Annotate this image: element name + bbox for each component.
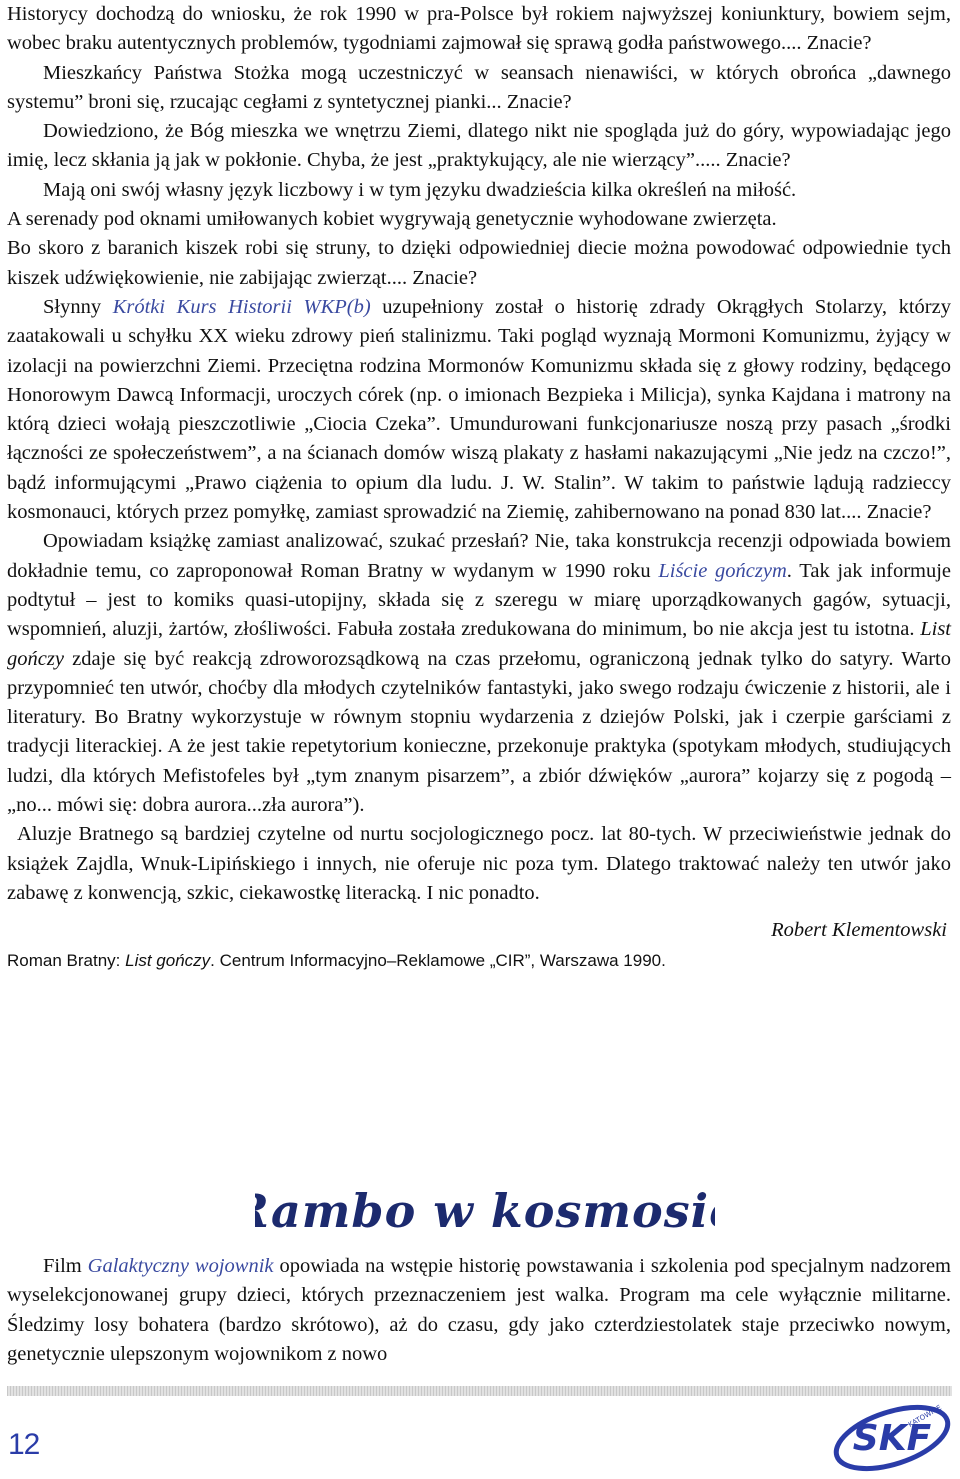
text-run: . Tak jak informuje podtytuł – jest to komiks quasi-utopijny, składa się z szeregu w miarę uporządkowanych gagów, sytuacji, wspomnień, aluzji, żartów, złośliwości. Fabuła została zredukowana do minimum, bo nie akcja jest tu istotna. — [7, 559, 952, 641]
paragraph — [7, 527, 951, 820]
paragraph: Mają oni swój własny język liczbowy i w tym języku dwadzieścia kilka określeń na miłość. — [43, 178, 797, 201]
text-run: Opowiadam książkę zamiast analizować, szukać przesłań? Nie, taka konstrukcja recenzji odpowiada bowiem dokładnie temu, co zaproponował Roman Bratny w wydanym w 1990 roku — [7, 530, 951, 582]
text-run: opowiada na wstępie historię powstawania i szkolenia pod specjalnym nadzorem wyselekcjonowanej grupy dzieci, których przeznaczeniem jest walka. Program ma cele wyłącznie militarne. Śledzimy losy bohatera (bardzo skrótowo), aż do czasu, gdy jako czterdziestolatek staje przeciwko nowym, genetycznie ulepszonym wojownikom z nowo — [7, 1255, 951, 1365]
text-run: . Centrum Informacyjno–Reklamowe „CIR”, Warszawa 1990. — [210, 950, 666, 970]
paragraph: Mieszkańcy Państwa Stożka mogą uczestniczyć w seansach nienawiści, w których obrońca „dawnego systemu” broni się, rzucając cegłami z syntetycznej pianki... Znacie? — [7, 61, 951, 113]
skf-logo — [826, 1398, 956, 1474]
logo-subtext: KATOWICE — [907, 1403, 943, 1429]
paragraph: A serenady pod oknami umiłowanych kobiet wygrywają genetycznie wyhodowane zwierzęta. — [7, 208, 777, 231]
paragraph: Aluzje Bratnego są bardziej czytelne od nurtu socjologicznego pocz. lat 80-tych. W przeciwieństwie jednak do książek Zajdla, Wnuk-Lipińskiego i innych, nie oferuje nic poza tym. Dlatego traktować należy ten utwór jako zabawę z konwencją, szkic, ciekawostkę literacką. I nic ponadto. — [7, 823, 951, 904]
author-signature: Robert Klementowski — [771, 919, 947, 942]
text-run: zdaje się być reakcją zdroworozsądkową na czas przełomu, ograniczoną jednak tylko do satyry. Warto przypomnieć ten utwór, choćby dla młodych czytelników fantastyki, jako swego rodzaju ćwiczenie z historii, ale i literatury. Bo Bratny wykorzystuje w równym stopniu wydarzenia z dziejów Polski, jak i czerpie garściami z tradycji literackiej. A że jest takie repetytorium konieczne, przekonuje praktyka (spotykam młodych, studiujących ludzi, dla których Mefistofeles był „tym znanym pisarzem”, a zbiór dźwięków „aurora” kojarzy się z pogodą – „no... mówi się: dobra aurora...zła aurora”). — [7, 647, 951, 817]
section-body — [7, 1252, 951, 1369]
paragraph: Dowiedziono, że Bóg mieszka we wnętrzu Ziemi, dlatego nikt nie spogląda już do góry, wypowiadając jego imię, lecz skłania ją jak w pokłonie. Chyba, że jest „praktykujący, ale nie wierzący”..... Znacie? — [7, 120, 951, 172]
book-title-italic: Krótki Kurs Historii WKP(b) — [112, 295, 371, 318]
book-title-link: Liście gończym — [658, 559, 787, 582]
paragraph — [7, 1252, 951, 1369]
text-run: uzupełniony został o historię zdrady Okrągłych Stolarzy, którzy zaatakowali u schyłku XX wieku zdrowy pień stalinizmu. Taki pogląd wyznają Mormoni Komunizmu, żyjący w izolacji na powierzchni Ziemi. Przeciętna rodzina Mormonów Komunizmu składa się z głowy rodziny, będącego Honorowym Dawcą Informacji, uroczych córek (np. o imionach Bezpieka i Milicja), synka Kajdana i matrony na którą dzieci wołają pieszczotliwie „Ciocia Czeka”. Umundurowani funkcjonariusze noszą przy pasach „środki łączności ze społeczeństwem”, a na ścianach domów wiszą plakaty z hasłami nakazującymi „Nie jedz na czczo!”, bądź informującymi „Prawo ciążenia to opium dla ludu. J. W. Stalin”. W takim to państwie lądują radzieccy kosmonauci, których przez pomyłkę, zamiast sprowadzić na Ziemię, zahibernowano na ponad 830 lat.... Znacie? — [7, 295, 951, 524]
page-number: 12 — [8, 1428, 40, 1461]
paragraph: Historycy dochodzą do wniosku, że rok 1990 w pra-Polsce był rokiem najwyższej koniunktury, bowiem sejm, wobec braku autentycznych problemów, tygodniami zajmował się sprawą godła państwowego.... Znacie? — [7, 3, 951, 55]
book-title-italic: List gończy — [7, 618, 951, 670]
article-body — [7, 0, 951, 972]
section-heading — [255, 1175, 715, 1245]
section-title: Rambo w kosmosie — [255, 1184, 715, 1238]
book-title-italic: List gończy — [125, 950, 211, 970]
source-citation — [7, 950, 951, 972]
paragraph — [7, 293, 951, 527]
logo-text: SKF — [852, 1418, 932, 1459]
paragraph: Bo skoro z baranich kiszek robi się struny, to dzięki odpowiedniej diecie można powodować odpowiednie tych kiszek udźwiękowienie, nie zabijając zwierząt.... Znacie? — [7, 237, 951, 289]
text-run: Słynny — [43, 295, 113, 318]
text-run: Roman Bratny: — [7, 950, 126, 970]
film-title-link: Galaktyczny wojownik — [87, 1255, 274, 1277]
page-divider — [7, 1386, 952, 1396]
text-run: Film — [43, 1255, 88, 1277]
